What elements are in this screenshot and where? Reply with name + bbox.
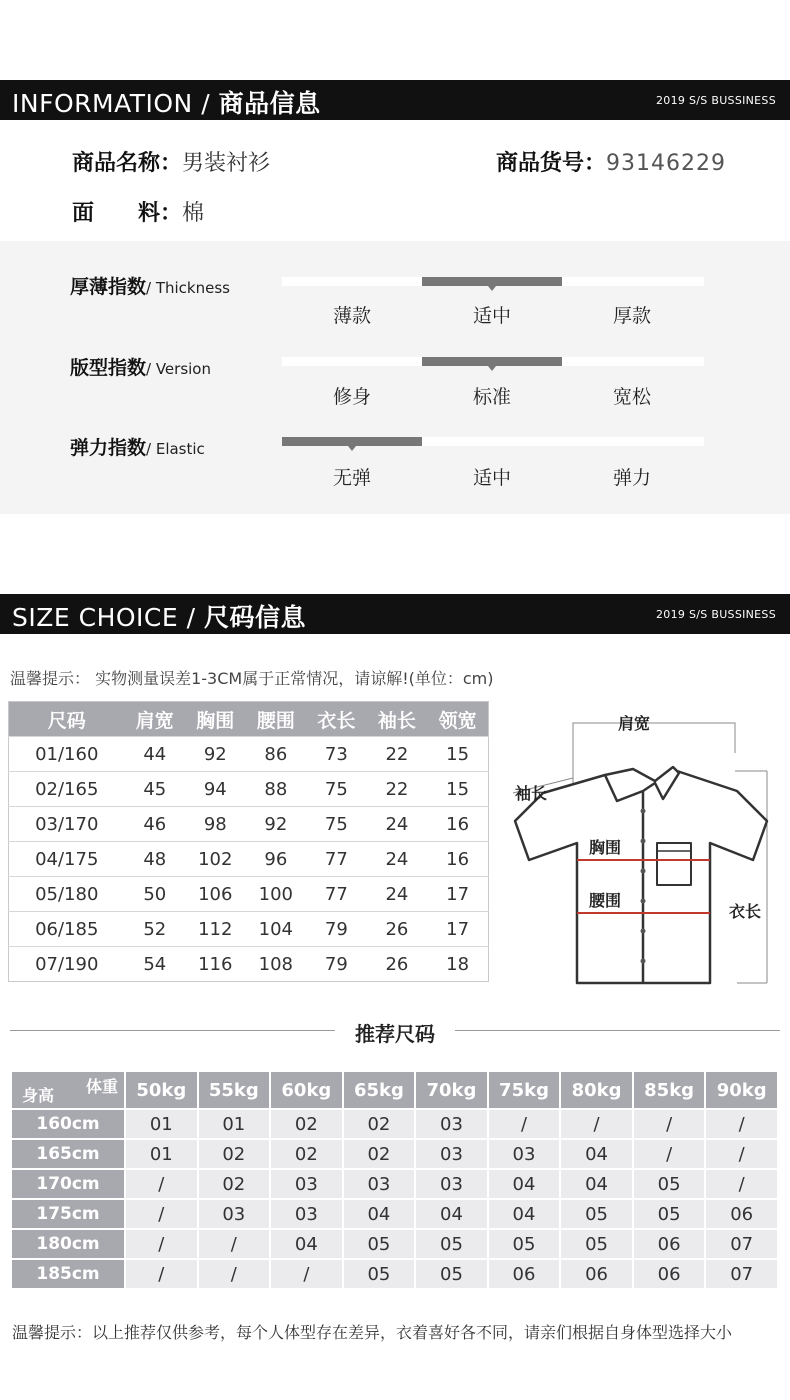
size-header-waist: 腰围 — [246, 702, 307, 737]
size-table — [8, 701, 489, 982]
table-cell: 77 — [306, 877, 367, 912]
thickness-label — [70, 272, 230, 299]
height-header: 185cm — [11, 1259, 125, 1289]
weight-header: 90kg — [705, 1071, 778, 1109]
table-cell: 50 — [125, 877, 186, 912]
table-row — [9, 912, 489, 947]
table-cell: 05 — [488, 1229, 561, 1259]
weight-header: 60kg — [270, 1071, 343, 1109]
table-cell: 04 — [560, 1139, 633, 1169]
table-cell: 52 — [125, 912, 186, 947]
table-cell: 46 — [125, 807, 186, 842]
elastic-label-en: / Elastic — [146, 440, 205, 458]
table-cell: / — [705, 1109, 778, 1139]
table-row — [9, 842, 489, 877]
table-cell: 106 — [185, 877, 246, 912]
thickness-track — [282, 277, 704, 286]
height-header: 170cm — [11, 1169, 125, 1199]
table-cell: 16 — [427, 842, 488, 877]
table-cell: 03 — [270, 1199, 343, 1229]
table-cell: 03 — [415, 1109, 488, 1139]
size-header-sleeve: 袖长 — [367, 702, 428, 737]
information-title-zh: 商品信息 — [218, 89, 321, 118]
thickness-option-thin: 薄款 — [332, 305, 371, 327]
elastic-option-none: 无弹 — [332, 467, 371, 489]
size-choice-title — [12, 598, 306, 634]
table-cell: 03/170 — [9, 807, 125, 842]
table-cell: 92 — [185, 737, 246, 772]
weight-header: 80kg — [560, 1071, 633, 1109]
table-cell: 45 — [125, 772, 186, 807]
table-row — [11, 1169, 778, 1199]
table-cell: 03 — [343, 1169, 416, 1199]
elastic-indicator — [282, 437, 422, 446]
table-cell: 22 — [367, 737, 428, 772]
thickness-label-en: / Thickness — [146, 279, 230, 297]
recommend-title: 推荐尺码 — [355, 1022, 435, 1046]
table-cell: 07 — [705, 1259, 778, 1289]
table-cell: 03 — [270, 1169, 343, 1199]
elastic-pointer — [348, 446, 356, 451]
table-row — [11, 1199, 778, 1229]
table-cell: / — [560, 1109, 633, 1139]
table-cell: 44 — [125, 737, 186, 772]
table-cell: 06 — [633, 1259, 706, 1289]
garment-length-label: 衣长 — [729, 902, 762, 921]
elastic-option-medium: 适中 — [472, 467, 511, 489]
table-cell: 88 — [246, 772, 307, 807]
table-cell: 02 — [343, 1139, 416, 1169]
height-axis-label: 身高 — [22, 1086, 55, 1105]
table-row — [11, 1109, 778, 1139]
information-title-en: INFORMATION / — [12, 89, 211, 118]
size-header-shoulder: 肩宽 — [125, 702, 186, 737]
table-cell: 02 — [270, 1109, 343, 1139]
table-cell: 06 — [488, 1259, 561, 1289]
table-cell: 98 — [185, 807, 246, 842]
table-cell: 73 — [306, 737, 367, 772]
table-cell: 104 — [246, 912, 307, 947]
version-label — [70, 353, 211, 380]
weight-axis-label: 体重 — [85, 1077, 118, 1096]
table-cell: 86 — [246, 737, 307, 772]
table-cell: / — [198, 1229, 271, 1259]
shirt-measurement-diagram — [505, 703, 785, 988]
version-label-zh: 版型指数 — [70, 357, 147, 379]
table-cell: 05 — [633, 1199, 706, 1229]
table-cell: 04 — [560, 1169, 633, 1199]
table-cell: 02/165 — [9, 772, 125, 807]
weight-header: 50kg — [125, 1071, 198, 1109]
weight-header: 70kg — [415, 1071, 488, 1109]
table-cell: 05 — [633, 1169, 706, 1199]
table-cell: 48 — [125, 842, 186, 877]
product-sku-row — [496, 146, 726, 177]
size-table-header-row — [9, 702, 489, 737]
table-row — [9, 947, 489, 982]
table-cell: 24 — [367, 807, 428, 842]
table-cell: 16 — [427, 807, 488, 842]
weight-header: 55kg — [198, 1071, 271, 1109]
table-cell: / — [125, 1229, 198, 1259]
weight-header: 85kg — [633, 1071, 706, 1109]
elastic-label — [70, 433, 205, 460]
size-season-tag: 2019 S/S BUSSINESS — [655, 608, 776, 621]
height-header: 160cm — [11, 1109, 125, 1139]
table-cell: 03 — [415, 1139, 488, 1169]
table-cell: 79 — [306, 912, 367, 947]
table-cell: / — [125, 1169, 198, 1199]
product-name-label: 商品名称： — [72, 151, 183, 176]
size-header-length: 衣长 — [306, 702, 367, 737]
table-row — [9, 877, 489, 912]
table-cell: 05 — [343, 1259, 416, 1289]
table-cell: 26 — [367, 947, 428, 982]
height-header: 165cm — [11, 1139, 125, 1169]
table-cell: 77 — [306, 842, 367, 877]
table-cell: 108 — [246, 947, 307, 982]
table-cell: 92 — [246, 807, 307, 842]
weight-header: 75kg — [488, 1071, 561, 1109]
table-cell: 15 — [427, 772, 488, 807]
size-choice-banner — [0, 594, 790, 634]
table-cell: 94 — [185, 772, 246, 807]
version-option-slim: 修身 — [332, 386, 371, 408]
table-cell: 01 — [198, 1109, 271, 1139]
index-panel — [0, 241, 790, 514]
waist-label: 腰围 — [589, 891, 622, 910]
size-choice-title-zh: 尺码信息 — [204, 603, 307, 632]
size-choice-title-en: SIZE CHOICE / — [12, 603, 196, 632]
table-row — [11, 1139, 778, 1169]
table-cell: 06 — [705, 1199, 778, 1229]
table-cell: 06 — [633, 1229, 706, 1259]
table-cell: / — [125, 1259, 198, 1289]
height-header: 180cm — [11, 1229, 125, 1259]
table-cell: / — [198, 1259, 271, 1289]
table-cell: 79 — [306, 947, 367, 982]
table-cell: / — [705, 1139, 778, 1169]
table-cell: 100 — [246, 877, 307, 912]
table-cell: 05 — [560, 1229, 633, 1259]
size-header-size: 尺码 — [9, 702, 125, 737]
table-cell: 06 — [560, 1259, 633, 1289]
table-cell: 24 — [367, 842, 428, 877]
table-cell: 05 — [343, 1229, 416, 1259]
table-cell: 04 — [343, 1199, 416, 1229]
recommend-corner-cell — [11, 1071, 125, 1109]
version-label-en: / Version — [146, 360, 211, 378]
elastic-label-zh: 弹力指数 — [70, 437, 147, 459]
table-cell: 05/180 — [9, 877, 125, 912]
size-header-collar: 领宽 — [427, 702, 488, 737]
elastic-option-stretch: 弹力 — [612, 467, 651, 489]
table-cell: 02 — [198, 1169, 271, 1199]
table-cell: 22 — [367, 772, 428, 807]
product-name-row — [72, 146, 270, 177]
recommend-disclaimer-note: 温馨提示：以上推荐仅供参考，每个人体型存在差异，衣着喜好各不同，请亲们根据自身体型选择大小 — [12, 1323, 733, 1342]
product-name-value: 男装衬衫 — [182, 151, 271, 176]
table-cell: 04 — [270, 1229, 343, 1259]
version-track — [282, 357, 704, 366]
table-cell: 96 — [246, 842, 307, 877]
table-cell: 05 — [415, 1259, 488, 1289]
table-cell: 112 — [185, 912, 246, 947]
table-cell: 04 — [415, 1199, 488, 1229]
version-pointer — [488, 366, 496, 371]
product-fabric-label: 面 料： — [72, 201, 183, 226]
table-cell: / — [125, 1199, 198, 1229]
table-cell: 75 — [306, 807, 367, 842]
table-cell: 54 — [125, 947, 186, 982]
table-row — [11, 1229, 778, 1259]
thickness-pointer — [488, 286, 496, 291]
table-cell: 07/190 — [9, 947, 125, 982]
table-cell: / — [633, 1109, 706, 1139]
table-cell: / — [633, 1139, 706, 1169]
table-cell: 04 — [488, 1199, 561, 1229]
recommend-header-row — [11, 1071, 778, 1109]
table-cell: 06/185 — [9, 912, 125, 947]
height-header: 175cm — [11, 1199, 125, 1229]
product-sku-label: 商品货号： — [496, 151, 607, 176]
table-cell: 01 — [125, 1109, 198, 1139]
recommend-size-table — [10, 1070, 779, 1290]
recommend-section-header — [0, 1018, 790, 1044]
sleeve-length-label: 袖长 — [515, 784, 548, 803]
table-cell: / — [705, 1169, 778, 1199]
weight-header: 65kg — [343, 1071, 416, 1109]
table-row — [9, 772, 489, 807]
table-cell: / — [488, 1109, 561, 1139]
table-cell: 24 — [367, 877, 428, 912]
product-fabric-row — [72, 196, 204, 227]
table-cell: 04 — [488, 1169, 561, 1199]
version-indicator — [422, 357, 562, 366]
table-cell: 18 — [427, 947, 488, 982]
shoulder-width-label: 肩宽 — [618, 714, 651, 733]
thickness-option-thick: 厚款 — [612, 305, 651, 327]
size-header-chest: 胸围 — [185, 702, 246, 737]
table-cell: / — [270, 1259, 343, 1289]
size-tolerance-note: 温馨提示： 实物测量误差1-3CM属于正常情况，请谅解!(单位：cm) — [10, 669, 494, 688]
table-cell: 02 — [198, 1139, 271, 1169]
table-cell: 03 — [488, 1139, 561, 1169]
table-cell: 116 — [185, 947, 246, 982]
chest-label: 胸围 — [589, 838, 622, 857]
table-cell: 15 — [427, 737, 488, 772]
thickness-option-medium: 适中 — [472, 305, 511, 327]
information-title — [12, 84, 321, 120]
shirt-outline-icon — [515, 767, 767, 983]
table-cell: 07 — [705, 1229, 778, 1259]
product-fabric-value: 棉 — [182, 201, 205, 226]
table-cell: 02 — [343, 1109, 416, 1139]
table-cell: 17 — [427, 912, 488, 947]
product-sku-value: 93146229 — [606, 151, 726, 176]
table-row — [9, 737, 489, 772]
thickness-label-zh: 厚薄指数 — [70, 276, 147, 298]
information-banner — [0, 80, 790, 120]
table-cell: 102 — [185, 842, 246, 877]
table-cell: 02 — [270, 1139, 343, 1169]
information-season-tag: 2019 S/S BUSSINESS — [655, 94, 776, 107]
table-row — [11, 1259, 778, 1289]
thickness-indicator — [422, 277, 562, 286]
table-cell: 17 — [427, 877, 488, 912]
elastic-track — [282, 437, 704, 446]
version-option-regular: 标准 — [472, 386, 511, 408]
table-cell: 03 — [415, 1169, 488, 1199]
table-row — [9, 807, 489, 842]
table-cell: 75 — [306, 772, 367, 807]
table-cell: 05 — [560, 1199, 633, 1229]
version-option-loose: 宽松 — [612, 386, 651, 408]
table-cell: 01/160 — [9, 737, 125, 772]
table-cell: 01 — [125, 1139, 198, 1169]
table-cell: 03 — [198, 1199, 271, 1229]
table-cell: 26 — [367, 912, 428, 947]
table-cell: 05 — [415, 1229, 488, 1259]
table-cell: 04/175 — [9, 842, 125, 877]
